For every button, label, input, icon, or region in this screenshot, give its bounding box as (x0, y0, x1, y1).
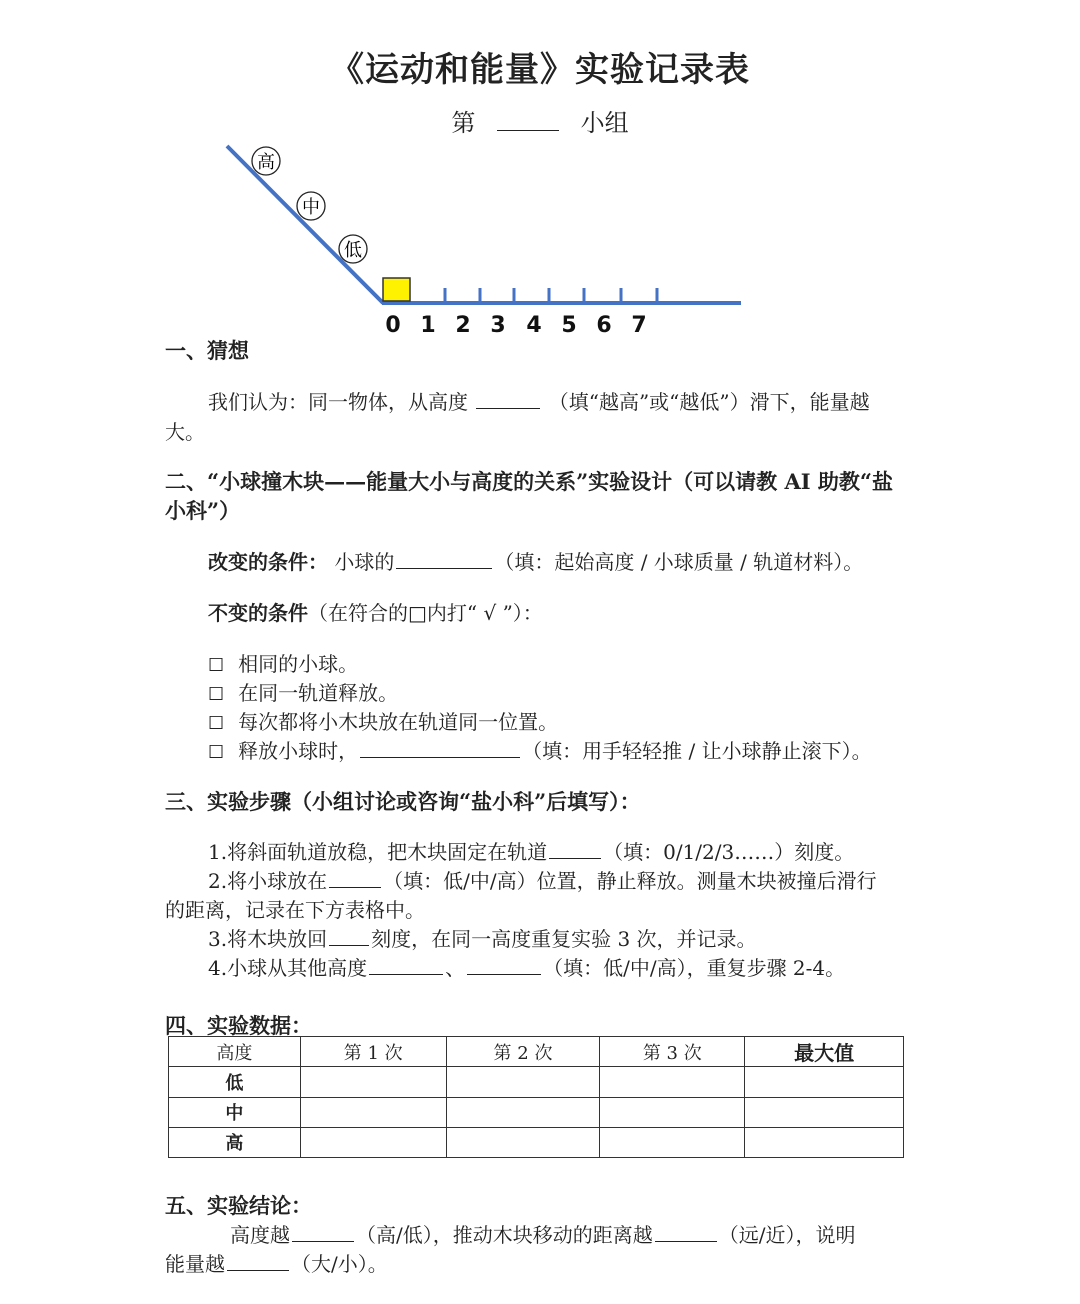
conclusion-text: 能量越 (165, 1252, 225, 1276)
row-label: 低 (169, 1067, 301, 1097)
scale-ticks (445, 288, 657, 303)
checkbox-label: 每次都将小木块放在轨道同一位置。 (238, 710, 559, 734)
step-text: 刻度，在同一高度重复实验 3 次，并记录。 (371, 927, 757, 951)
step-text: 、 (445, 956, 466, 980)
section2-heading-line2: 小科”） (165, 498, 241, 523)
step4-height-blank-2[interactable] (467, 953, 541, 975)
table-cell[interactable] (300, 1097, 446, 1127)
step-2 (208, 865, 877, 894)
table-cell[interactable] (446, 1067, 600, 1097)
table-cell[interactable] (446, 1127, 600, 1157)
unchanged-condition-line (208, 597, 543, 626)
step4-height-blank-1[interactable] (369, 953, 443, 975)
checkbox-item[interactable] (208, 735, 872, 764)
conclusion-line1 (230, 1219, 856, 1248)
data-table (168, 1036, 904, 1158)
changed-condition-text: 小球的 (334, 550, 395, 574)
checkbox-icon[interactable]: ☐ (208, 655, 225, 676)
changed-condition-label: 改变的条件： (208, 550, 328, 574)
table-cell[interactable] (300, 1067, 446, 1097)
section1-line1 (208, 386, 870, 415)
release-method-options: （填：用手轻轻推 / 让小球静止滚下）。 (522, 739, 872, 763)
conclusion-height-blank[interactable] (292, 1220, 354, 1242)
page-title: 《运动和能量》实验记录表 (330, 50, 750, 90)
changed-condition-options: （填：起始高度 / 小球质量 / 轨道材料）。 (494, 550, 864, 574)
step-3 (208, 923, 757, 952)
unchanged-condition-label: 不变的条件 (208, 601, 308, 625)
section2-heading-line1: 二、“小球撞木块——能量大小与高度的关系”实验设计（可以请教 AI 助教“盐 (165, 469, 893, 494)
step-text: 2.将小球放在 (208, 869, 328, 893)
section5-heading: 五、实验结论： (165, 1193, 312, 1218)
checkbox-item[interactable] (208, 706, 558, 735)
table-cell[interactable] (600, 1067, 745, 1097)
section1-text: 我们认为：同一物体，从高度 (208, 390, 468, 414)
section4-heading: 四、实验数据： (165, 1013, 312, 1038)
table-header-row (169, 1037, 904, 1067)
section1-text: （填“越高”或“越低”）滑下，能量越 (548, 390, 870, 414)
ramp-incline (227, 146, 383, 303)
hypothesis-blank[interactable] (476, 387, 540, 409)
table-cell[interactable] (745, 1097, 904, 1127)
changed-condition-line (208, 546, 863, 575)
wood-block (383, 278, 410, 301)
conclusion-text: （大/小）。 (291, 1252, 388, 1276)
row-label: 高 (169, 1127, 301, 1157)
step-text: （填：低/中/高），重复步骤 2-4。 (543, 956, 846, 980)
checkbox-icon[interactable]: ☐ (208, 742, 225, 763)
scale-number: 4 (526, 313, 542, 338)
step3-scale-blank[interactable] (329, 924, 369, 946)
table-header: 高度 (169, 1037, 301, 1067)
table-header: 第 1 次 (300, 1037, 446, 1067)
step-text: （填：0/1/2/3……）刻度。 (603, 840, 855, 864)
checkbox-label: 在同一轨道释放。 (238, 681, 399, 705)
row-label: 中 (169, 1097, 301, 1127)
scale-number: 6 (596, 313, 612, 338)
changed-condition-blank[interactable] (396, 547, 492, 569)
table-cell[interactable] (300, 1127, 446, 1157)
step-text: 1.将斜面轨道放稳，把木块固定在轨道 (208, 840, 548, 864)
scale-number: 2 (455, 313, 471, 338)
release-method-blank[interactable] (360, 736, 520, 758)
step-text: 4.小球从其他高度 (208, 956, 368, 980)
checkbox-item[interactable] (208, 648, 358, 677)
group-suffix: 小组 (580, 109, 629, 137)
step-text: 3.将木块放回 (208, 927, 328, 951)
section3-heading: 三、实验步骤（小组讨论或咨询“盐小科”后填写）： (165, 789, 641, 814)
conclusion-text: （高/低），推动木块移动的距离越 (356, 1223, 653, 1247)
checkbox-icon[interactable]: ☐ (208, 713, 225, 734)
table-header: 第 2 次 (446, 1037, 600, 1067)
conclusion-text: 高度越 (230, 1223, 290, 1247)
scale-number: 5 (561, 313, 577, 338)
conclusion-line2 (165, 1248, 388, 1277)
step-2-continued: 的距离，记录在下方表格中。 (165, 898, 425, 922)
checkbox-icon[interactable]: ☐ (208, 684, 225, 705)
step-4 (208, 952, 845, 981)
ramp-diagram (0, 130, 760, 345)
step-text: （填：低/中/高）位置，静止释放。测量木块被撞后滑行 (383, 869, 877, 893)
table-row (169, 1067, 904, 1097)
position-label-low: 低 (344, 240, 362, 261)
step1-scale-blank[interactable] (549, 837, 601, 859)
conclusion-text: （远/近），说明 (718, 1223, 856, 1247)
step-1 (208, 836, 854, 865)
group-prefix: 第 (451, 109, 476, 137)
conclusion-distance-blank[interactable] (655, 1220, 717, 1242)
section1-line2: 大。 (165, 420, 205, 444)
group-number-blank[interactable] (497, 105, 559, 131)
checkbox-label: 释放小球时， (238, 739, 359, 763)
checkbox-item[interactable] (208, 677, 398, 706)
table-row (169, 1127, 904, 1157)
position-label-high: 高 (257, 152, 275, 173)
table-cell[interactable] (745, 1067, 904, 1097)
position-label-middle: 中 (302, 197, 320, 218)
step2-height-blank[interactable] (329, 866, 381, 888)
scale-number: 7 (631, 313, 647, 338)
position-low-marker (339, 235, 367, 263)
scale-number: 3 (490, 313, 506, 338)
scale-number: 1 (420, 313, 436, 338)
table-cell[interactable] (600, 1127, 745, 1157)
section1-heading: 一、猜想 (165, 338, 249, 363)
table-cell[interactable] (446, 1097, 600, 1127)
table-header: 第 3 次 (600, 1037, 745, 1067)
unchanged-condition-hint: （在符合的□内打“ √ ”）： (308, 601, 543, 625)
scale-number: 0 (385, 313, 401, 338)
position-high-marker (252, 147, 280, 175)
position-middle-marker (297, 192, 325, 220)
checkbox-label: 相同的小球。 (238, 652, 359, 676)
table-row (169, 1097, 904, 1127)
table-cell[interactable] (600, 1097, 745, 1127)
table-header: 最大值 (745, 1037, 904, 1067)
table-cell[interactable] (745, 1127, 904, 1157)
conclusion-energy-blank[interactable] (227, 1249, 289, 1271)
